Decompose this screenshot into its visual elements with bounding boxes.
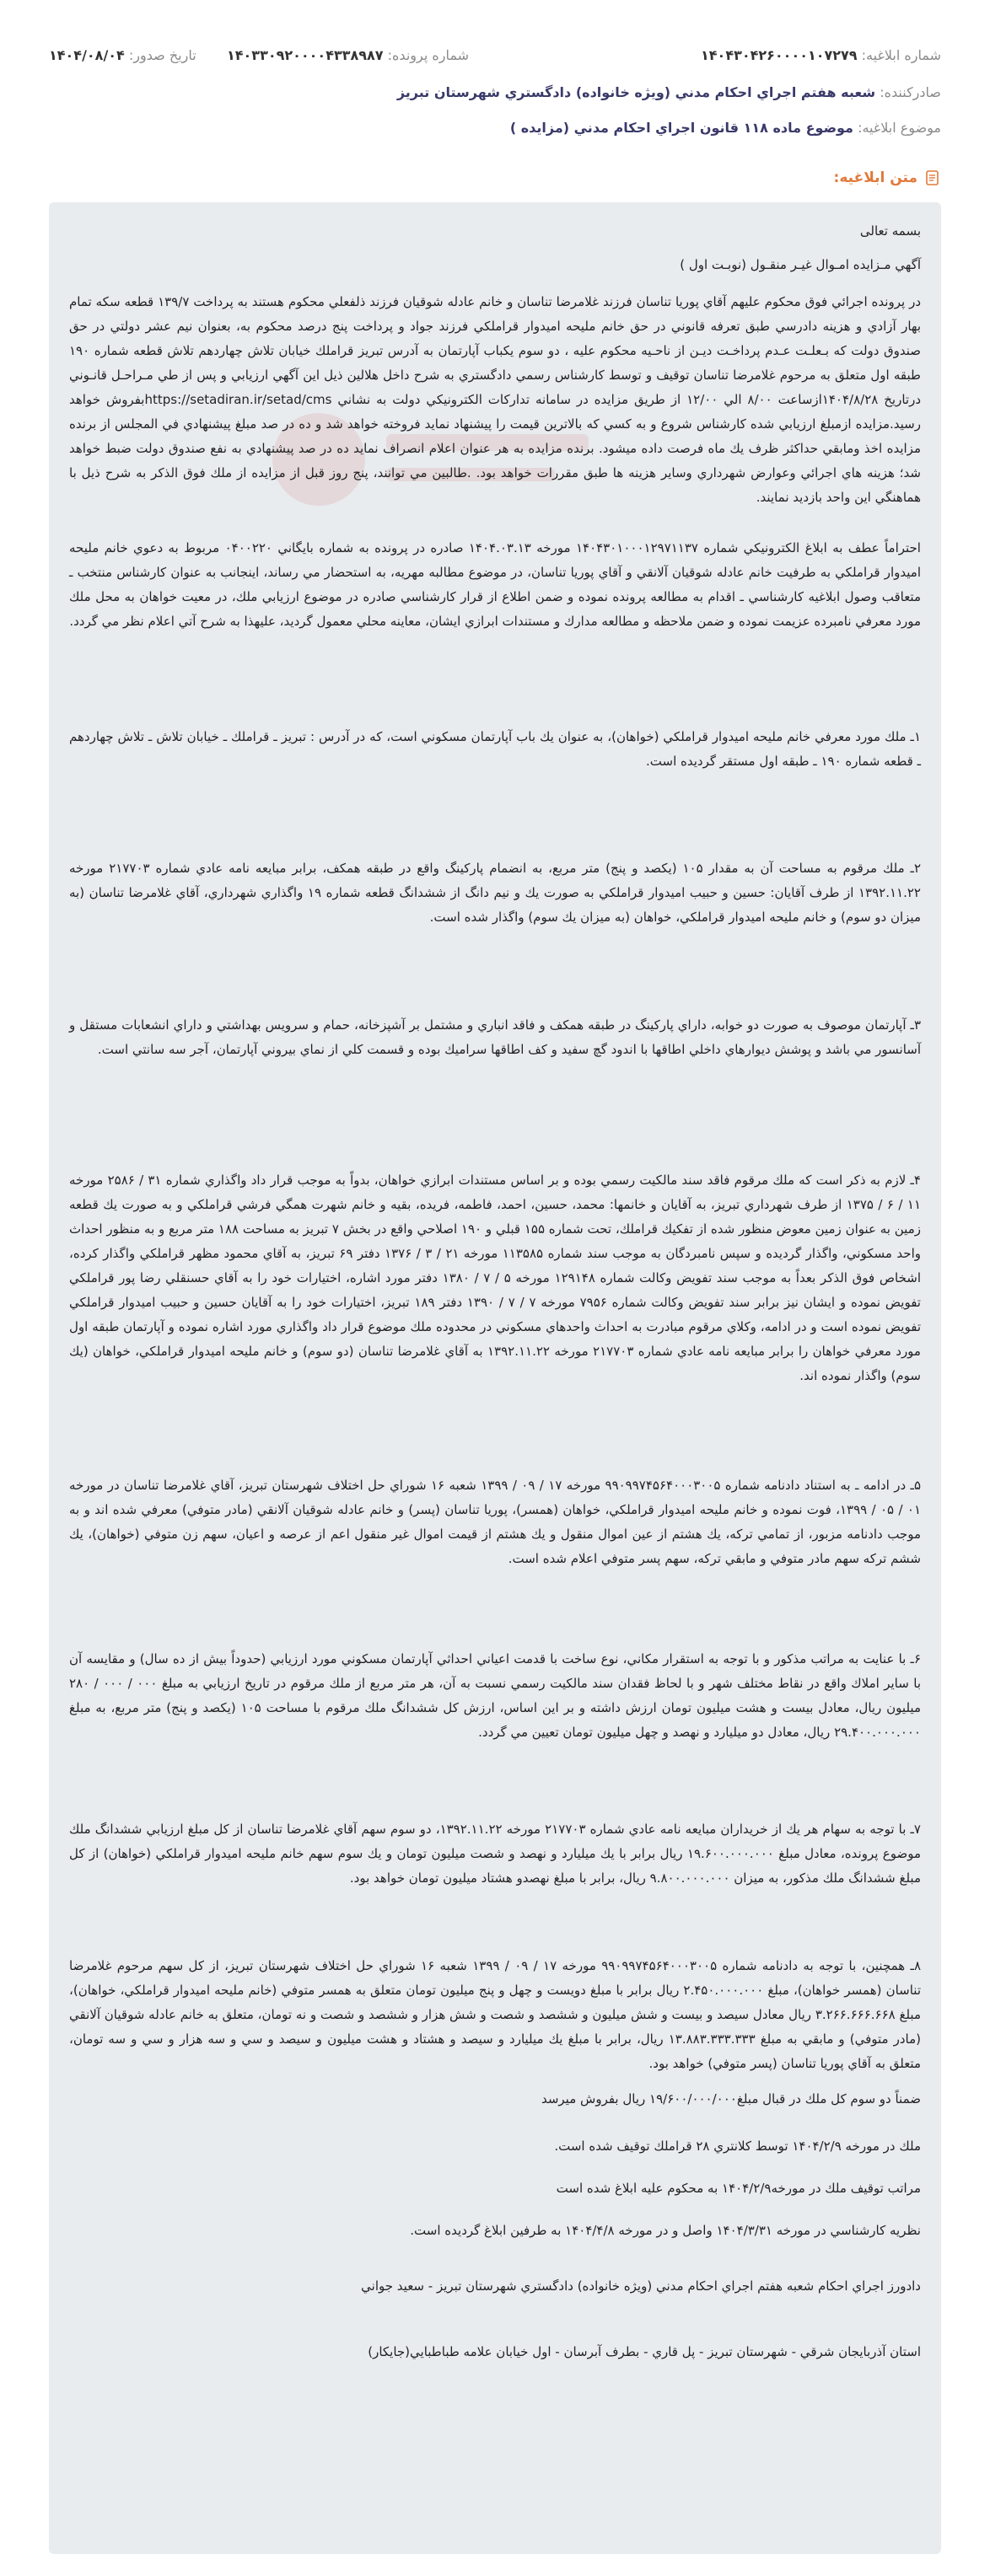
paragraph-intro: در پرونده اجرائي فوق محكوم عليهم آقاي پوريا تناسان فرزند غلامرضا تناسان و خانم عادله شوقيان فرزند ذلفعلي محكوم هستند به پرداخت ۱۳۹/۷ قطعه سكه تمام بهار آزادي و هزينه دادرسي طبق تعرفه قانوني در حق خانم مليحه اميدوار قراملكي فرزند جواد و پرداخت پنج درصد محكوم به، بعنوان نيم عشر دولتي در حق صندوق دولت كه بـعلـت عـدم پرداخـت ديـن از ناحـيه محكوم عليه ، دو سوم يكباب آپارتمان به آدرس تبريز قراملك خيابان تلاش چهاردهم تلاش قطعه شماره ۱۹۰ طبقه اول متعلق به مرحوم غلامرضا تناسان توقيف و توسط كارشناس رسمي دادگستري به شرح داخل هلالين ذيل اين آگهي ارزيابي و پس از طي مـراحـل قانـوني درتاريخ ۱۴۰۴/۸/۲۸ازساعت ۸/۰۰ الي ۱۲/۰۰ از طريق مزايده در سامانه تداركات الكترونيكي دولت به نشاني https://setadiran.ir/setad/cmsبفروش خواهد رسيد.مزايده ازمبلغ ارزيابي شده كارشناس شروع و به كسي كه بالاترين قيمت را پيشنهاد نمايد فروخته خواهد شد و ده در صد مبلغ پيشنهادي في المجلس از برنده مزايده اخذ ومابقي حداكثر ظرف يك ماه فرصت داده ميشود. برنده مزايده به هر عنوان اعلام انصراف نمايد ده در صد پيشنهادي به نفع صندوق دولت ضبط خواهد شد؛ هزينه هاي اجرائي وعوارض شهرداري وساير هزينه ها طبق مقررات خواهد بود. .طالبين مي توانند، پنج روز قبل از مزايده از ملك فوق الذكر به شرح ذيل با هماهنگي اين واحد بازديد نمايند.	[69, 294, 922, 505]
paragraph-item-7: ۷ـ با توجه به سهام هر يك از خريداران مبايعه نامه عادي شماره ۲۱۷۷۰۳ مورخه ۱۳۹۲.۱۱.۲۲، دو سوم سهم آقاي غلامرضا تناسان از كل مبلغ ارزيابي ششدانگ ملك موضوع پرونده، معادل مبلغ ۱۹.۶۰۰.۰۰۰.۰۰۰ ريال برابر با يك ميليارد و نهصد و شصت ميليون تومان و يك سوم سهم خانم مليحه اميدوار قراملكي (خواهان) از كل مبلغ ششدانگ ملك مذكور، به ميزان ۹.۸۰۰.۰۰۰.۰۰۰ ريال، برابر با مبلغ نهصدو هشتاد ميليون تومان خواهد بود.	[69, 1822, 921, 1886]
signature-line: دادورز اجراي احكام شعبه هفتم اجراي احكام مدني (ويژه خانواده) دادگستري شهرستان تبريز - سعيد جواني	[361, 2278, 921, 2294]
subject-row	[510, 120, 941, 136]
notice-header	[0, 0, 990, 186]
case-number	[227, 47, 469, 63]
issuer-value: شعبه هفتم اجراي احكام مدني (ويژه خانواده) دادگستري شهرستان تبريز	[396, 84, 876, 100]
meta-row	[49, 47, 941, 69]
seizure-note: ملك در مورخه ۱۴۰۴/۲/۹ توسط كلانتري ۲۸ قراملك توقيف شده است.	[554, 2139, 921, 2154]
issue-date	[49, 47, 196, 63]
paragraph-item-8: ۸ـ همچنين، با توجه به دادنامه شماره ۹۹۰۹۹۷۴۵۶۴۰۰۰۳۰۰۵ مورخه ۱۷ / ۰۹ / ۱۳۹۹ شعبه ۱۶ شوراي حل اختلاف شهرستان تبريز، از كل سهم مرحوم غلامرضا تناسان (همسر خواهان)، مبلغ ۲.۴۵۰.۰۰۰.۰۰۰ ريال برابر با مبلغ دويست و چهل و پنج ميليون تومان متعلق به همسر متوفي (خانم مليحه اميدوار قراملكي، خواهان)، مبلغ ۳.۲۶۶.۶۶۶.۶۶۸ ريال معادل سيصد و بيست و شش ميليون و ششصد و شصت و شش هزار و ششصد و شصت و نه تومان، متعلق به خانم عادله شوقيان آلانقي (مادر متوفي) و مابقي به مبلغ ۱۳.۸۸۳.۳۳۳.۳۳۳ ريال، برابر با مبلغ يك ميليارد و سيصد و هشتاد و هشت ميليون و سيصد و سي و سه هزار و سي و سه تومان، متعلق به آقاي پوريا تناسان (پسر متوفي) خواهد بود.	[69, 1958, 921, 2071]
paragraph-item-4: ۴ـ لازم به ذكر است كه ملك مرقوم فاقد سند مالكيت رسمي بوده و بر اساس مستندات ابرازي خواهان، بدواً به موجب قرار داد واگذاري شماره ۳۱ / ۲۵۸۶ مورخه ۱۱ / ۶ / ۱۳۷۵ از طرف شهرداري تبريز، به آقايان و خانمها: محمد، حسين، احمد، فاطمه، فريده، بقيه و خانم شهرت همگي فرشي قراملكي و به صورت يك قطعه زمين به عنوان زمين معوض منظور شده از تفكيك قراملك، تحت شماره ۱۵۵ قبلي و ۱۹۰ اصلاحي واقع در بخش ۷ تبريز به مساحت ۱۸۸ متر مربع و به منظور احداث واحد مسكوني، واگذار گرديده و سپس نامبردگان به موجب سند شماره ۱۱۳۵۸۵ مورخه ۲۱ / ۳ / ۱۳۷۶ دفتر ۶۹ تبريز، به آقاي محمود مظهر قراملكي واگذار كرده، اشخاص فوق الذكر بعداً به موجب سند تفويض وكالت شماره ۱۲۹۱۴۸ مورخه ۵ / ۷ / ۱۳۸۰ دفتر مورد اشاره، اختيارات خود را به آقاي حسنقلي رضا پور قراملكي تفويض نموده و ايشان نيز برابر سند تفويض وكالت شماره ۷۹۵۶ مورخه ۷ / ۷ / ۱۳۹۰ دفتر ۱۸۹ تبريز، اختيارات خود را به آقايان حسين و حبيب اميدوار قراملكي تفويض نموده است و در ادامه، وكلاي مرقوم مبادرت به احداث واحدهاي مسكوني در محدوده ملك موضوع قرار داد واگذاري مورد اشاره نموده و آپارتمان طبقه اول مورد معرفي خواهان را برابر مبايعه نامه عادي شماره ۲۱۷۷۰۳ مورخه ۱۳۹۲.۱۱.۲۲ به آقاي غلامرضا تناسان (دو سوم) و خانم مليحه اميدوار قراملكي، خواهان (يك سوم) واگذار نموده اند.	[69, 1173, 922, 1383]
paragraph-item-1: ۱ـ ملك مورد معرفي خانم مليحه اميدوار قراملكي (خواهان)، به عنوان يك باب آپارتمان مسكوني است، كه در آدرس : تبريز ـ قراملك ـ خيابان تلاش ـ تلاش چهاردهم ـ قطعه شماره ۱۹۰ ـ طبقه اول مستقر گرديده است.	[69, 729, 921, 769]
paragraph-expert-opinion: احتراماً عطف به ابلاغ الكترونيكي شماره ۱۴۰۴۳۰۱۰۰۰۱۲۹۷۱۱۳۷ مورخه ۱۴۰۴.۰۳.۱۳ صادره در پرونده به شماره بايگاني ۰۴۰۰۲۲۰ مربوط به دعوي خانم مليحه اميدوار قراملكي به طرفيت خانم عادله شوقيان آلانقي و آقاي پوريا تناسان، در موضوع مطالبه مهريه، به استحضار مي رساند، اينجانب به عنوان كارشناس منتخب ـ متعاقب وصول ابلاغيه كارشناسي ـ اقدام به مطالعه پرونده نموده و ضمن اطلاع از قرار كارشناسي صادره در موضوع ارزيابي ملك، در معيت خواهان به محل ملك مورد معرفي نامبرده عزيمت نموده و ضمن ملاحظه و مطالعه مدارك و مستندات ابرازي ايشان، معاينه محلي معمول گرديد، عليهذا به شرح آتي اعلام نظر مي گردد.	[69, 540, 921, 629]
issue-date-label: تاریخ صدور:	[128, 47, 196, 63]
paragraph-item-2: ۲ـ ملك مرقوم به مساحت آن به مقدار ۱۰۵ (يكصد و پنج) متر مربع، به انضمام پاركينگ واقع در طبقه همكف، برابر مبايعه نامه عادي شماره ۲۱۷۷۰۳ مورخه ۱۳۹۲.۱۱.۲۲ از طرف آقايان: حسين و حبيب اميدوار قراملكي به صورت يك و نيم دانگ از ششدانگ قطعه شماره ۱۹ واگذاري شهرداري، آقاي غلامرضا تناسان (به ميزان دو سوم) و خانم مليحه اميدوار قراملكي، خواهان (به ميزان يك سوم) واگذار شده است.	[69, 861, 921, 925]
paragraph-item-5: ۵ـ در ادامه ـ به استناد دادنامه شماره ۹۹۰۹۹۷۴۵۶۴۰۰۰۳۰۰۵ مورخه ۱۷ / ۰۹ / ۱۳۹۹ شعبه ۱۶ شوراي حل اختلاف شهرستان تبريز، آقاي غلامرضا تناسان در مورخه ۰۱ / ۰۵ / ۱۳۹۹، فوت نموده و خانم مليحه اميدوار قراملكي، خواهان (همسر)، پوريا تناسان (پسر) و خانم عادله شوقيان آلانقي (مادر متوفي) معرفي شده اند و به موجب دادنامه مزبور، از تمامي تركه، يك هشتم از عين اموال منقول و يك هشتم از قيمت اموال غير منقول اعم از عرصه و اعيان، سهم زن متوفي (خواهان)، يك ششم تركه سهم مادر متوفي و مابقي تركه، سهم پسر متوفي اعلام شده است.	[69, 1478, 922, 1566]
basmala: بسمه تعالی	[859, 223, 921, 239]
notice-number	[701, 47, 941, 63]
sale-note: ضمناً دو سوم كل ملك در قبال مبلغ۱۹/۶۰۰/۰۰۰/۰۰۰ ريال بفروش ميرسد	[541, 2091, 921, 2106]
expert-report-note: نظريه كارشناسي در مورخه ۱۴۰۴/۳/۳۱ واصل و در مورخه ۱۴۰۴/۴/۸ به طرفين ابلاغ گرديده است.	[410, 2223, 921, 2238]
subject-label: موضوع ابلاغیه:	[858, 120, 941, 136]
notice-number-label: شماره ابلاغیه:	[861, 47, 941, 63]
issue-date-value: ۱۴۰۴/۰۸/۰۴	[49, 47, 125, 63]
notice-body	[49, 202, 941, 2554]
address-line: استان آذربايجان شرقي - شهرستان تبريز - پل قاري - بطرف آبرسان - اول خيابان علامه طباطبايي(جايكار)	[368, 2344, 921, 2359]
issuer-label: صادرکننده:	[880, 84, 941, 100]
issuer-row	[397, 84, 941, 100]
notice-number-value: ۱۴۰۴۳۰۴۲۶۰۰۰۰۱۰۷۲۷۹	[701, 47, 858, 63]
case-number-label: شماره پرونده:	[387, 47, 469, 63]
notice-text-heading	[834, 167, 941, 189]
paragraph-item-3: ۳ـ آپارتمان موصوف به صورت دو خوابه، داراي پاركينگ در طبقه همكف و فاقد انباري و مشتمل بر آشپزخانه، حمام و سرويس بهداشتي و داراي انشعابات مستقل و آسانسور مي باشد و پوشش ديوارهاي داخلي اطاقها با اندود گچ سفيد و كف اطاقها سراميك بوده و قسمت كلي از نماي بيروني آپارتمان، آجر سه سانتي است.	[69, 1017, 921, 1057]
notice-heading: آگهي مـزايده امـوال غيـر منقـول (نوبـت اول )	[680, 257, 921, 272]
notice-text-title: متن ابلاغیه:	[833, 169, 917, 186]
paragraph-item-6: ۶ـ با عنايت به مراتب مذكور و با توجه به استقرار مكاني، نوع ساخت با قدمت اعياني احداثي آپارتمان مسكوني مورد ارزيابي (حدوداً بيش از ده سال) و مقايسه آن با ساير املاك واقع در نقاط مختلف شهر و با لحاظ فقدان سند مالكيت رسمي نسبت به آن، هر متر مربع از ملك مرقوم در تاريخ ارزيابي به مبلغ ۰۰۰ / ۰۰۰ / ۲۸۰ ميليون ريال، معادل بيست و هشت ميليون تومان ارزش داشته و بر اين اساس، ارزش كل ششدانگ ملك مرقوم با مساحت ۱۰۵ (يكصد و پنج) متر مربع، به مبلغ ۲۹.۴۰۰.۰۰۰.۰۰۰ ريال، معادل دو ميليارد و نهصد و چهل ميليون تومان تعيين مي گردد.	[69, 1651, 922, 1740]
case-number-value: ۱۴۰۳۳۰۹۲۰۰۰۰۴۳۳۸۹۸۷	[227, 47, 384, 63]
document-icon	[924, 169, 941, 186]
seizure-notice-note: مراتب توقيف ملك در مورخه۱۴۰۴/۲/۹ به محكوم عليه ابلاغ شده است	[556, 2181, 921, 2196]
subject-value: موضوع ماده ۱۱۸ قانون اجراي احكام مدني (مزايده )	[509, 120, 853, 136]
